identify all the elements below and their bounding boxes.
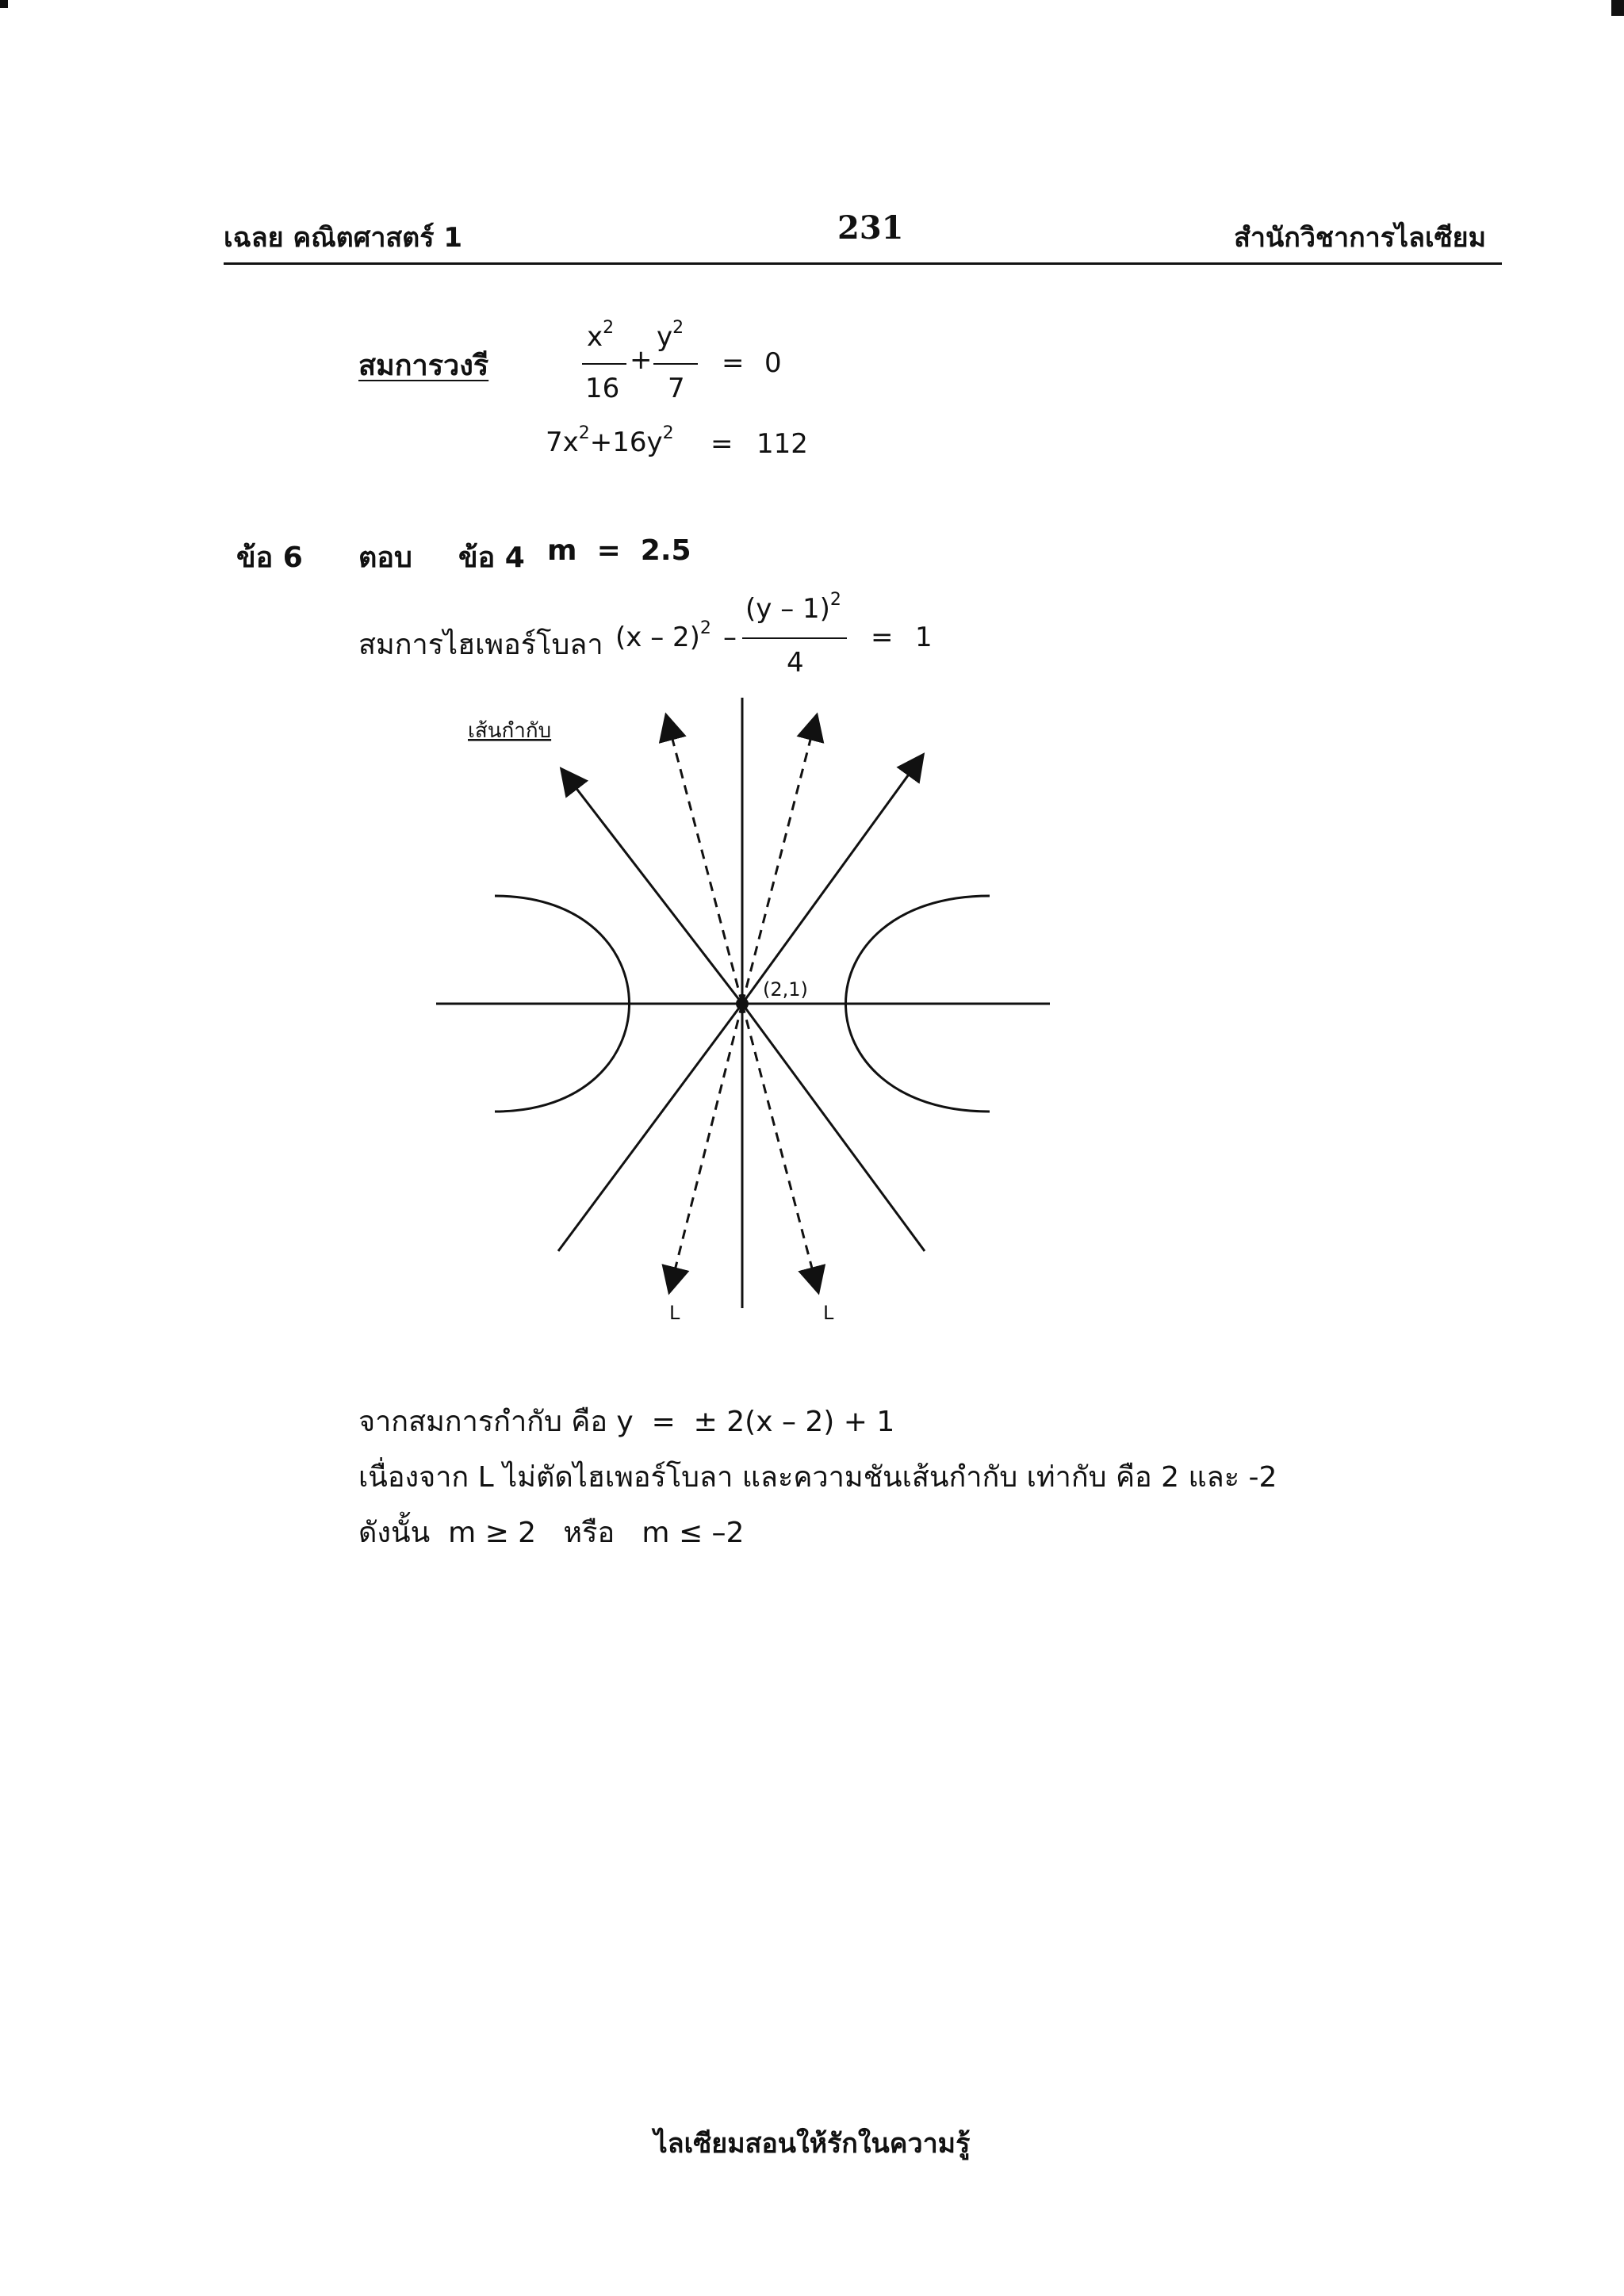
plus-sign: + (630, 344, 653, 376)
line-l-label: L (669, 1302, 680, 1324)
ellipse-frac2-numerator: $y^2$ (657, 318, 684, 353)
answer-m-value: m = 2.5 (547, 534, 691, 567)
center-point (736, 997, 749, 1010)
asymptote-positive-slope (742, 755, 923, 1004)
asymptote-label: เส้นกำกับ (468, 719, 552, 743)
ellipse-expanded-rhs: 112 (756, 428, 808, 460)
hyperbola-frac-denominator: 4 (787, 647, 804, 679)
header-publisher: สำนักวิชาการไลเซียม (1234, 222, 1486, 254)
page-number: 231 (837, 209, 904, 247)
asymptote-negative-slope (558, 1004, 742, 1251)
hyperbola-rhs: 1 (915, 622, 933, 653)
ellipse-frac1-numerator: $x^2$ (587, 318, 615, 353)
answer-label: ตอบ (358, 541, 412, 574)
asymptote-negative-slope (561, 769, 742, 1004)
explanation-line-2: เนื่องจาก L ไม่ตัดไฮเพอร์โบลา และความชันเส้นกำกับ เท่ากับ คือ 2 และ -2 (358, 1461, 1277, 1494)
hyperbola-frac-numerator: (y – 1)$^2$ (745, 590, 841, 625)
center-label: (2,1) (763, 978, 808, 1001)
equals-sign: = (871, 622, 894, 653)
explanation-line-3: ดังนั้น m ≥ 2 หรือ m ≤ –2 (358, 1517, 745, 1549)
line-l (742, 715, 817, 1004)
ellipse-frac1-denominator: 16 (585, 373, 620, 404)
hyperbola-label: สมการไฮเพอร์โบลา (358, 629, 603, 661)
equals-sign: = (722, 347, 745, 379)
ellipse-label: สมการวงรี (358, 350, 489, 382)
equals-sign: = (710, 428, 733, 460)
ellipse-rhs: 0 (764, 347, 782, 379)
question-number: ข้อ 6 (236, 541, 303, 574)
explanation-line-1: จากสมการกำกับ คือ y = ± 2(x – 2) + 1 (358, 1406, 895, 1438)
header-book-title: เฉลย คณิตศาสตร์ 1 (224, 222, 463, 254)
minus-sign: – (723, 622, 737, 653)
line-l (669, 1004, 742, 1292)
hyperbola-term1: (x – 2)$^2$ (615, 618, 711, 653)
footer-slogan: ไลเซียมสอนให้รักในความรู้ (653, 2128, 971, 2160)
answer-choice: ข้อ 4 (458, 541, 525, 574)
line-l (742, 1004, 818, 1292)
line-l (666, 715, 742, 1004)
ellipse-frac2-denominator: 7 (668, 373, 685, 404)
line-l-label: L (823, 1302, 834, 1324)
asymptote-positive-slope (742, 1004, 925, 1251)
ellipse-expanded-lhs: $7x^2+16y^2$ (546, 423, 674, 458)
